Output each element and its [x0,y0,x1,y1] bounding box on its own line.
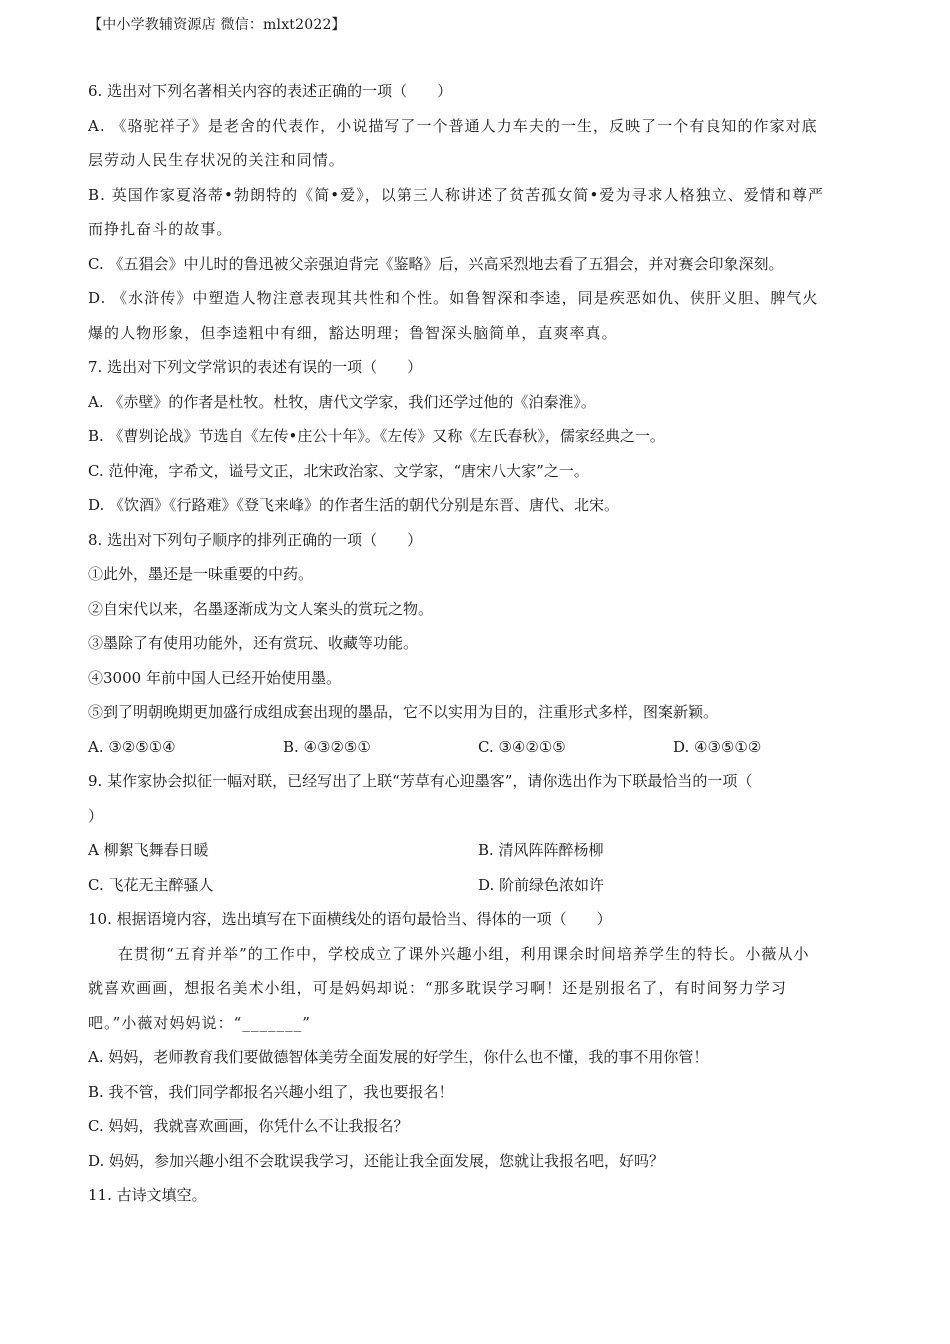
page-header-source: 【中小学教辅资源店 微信：mlxt2022】 [88,17,346,33]
question-8-option-c: C. ③④②①⑤ [478,737,566,756]
question-8-stem: 8. 选出对下列句子顺序的排列正确的一项（ ） [88,530,423,549]
question-8-option-a: A. ③②⑤①④ [88,737,176,756]
question-6-option-a-cont: 层劳动人民生存状况的关注和同情。 [88,151,345,169]
question-10-passage-line-2: 就喜欢画画，想报名美术小组，可是妈妈却说：“那多耽误学习啊！还是别报名了，有时间努力学习 [88,979,787,997]
question-9-option-b: B. 清风阵阵醉杨柳 [478,841,604,859]
question-10-option-d: D. 妈妈，参加兴趣小组不会耽误我学习，还能让我全面发展，您就让我报名吧，好吗？ [88,1151,665,1170]
question-6-option-c: C. 《五猖会》中儿时的鲁迅被父亲强迫背完《鉴略》后，兴高采烈地去看了五猖会，并对赛会印象深刻。 [88,254,784,273]
question-7-option-c: C. 范仲淹，字希文，谥号文正，北宋政治家、文学家，“唐宋八大家”之一。 [88,461,589,480]
question-7-stem: 7. 选出对下列文学常识的表述有误的一项（ ） [88,358,423,376]
question-9-options-row-1 [88,833,868,868]
question-10-stem: 10. 根据语境内容，选出填写在下面横线处的语句最恰当、得体的一项（ ） [88,910,612,928]
question-9-option-a: A 柳絮飞舞春日暖 [88,841,209,859]
question-6-option-a: A. 《骆驼祥子》是老舍的代表作，小说描写了一个普通人力车夫的一生，反映了一个有良知的作家对底 [88,116,818,135]
question-7-option-a: A. 《赤壁》的作者是杜牧。杜牧，唐代文学家，我们还学过他的《泊秦淮》。 [88,392,596,411]
question-8-options [88,730,868,765]
question-10-option-a: A. 妈妈，老师教育我们要做德智体美劳全面发展的好学生，你什么也不懂，我的事不用你管！ [88,1048,709,1066]
question-9-option-d: D. 阶前绿色浓如许 [478,875,605,894]
question-10-passage-line-3: 吧。”小薇对妈妈说：“_______” [88,1013,311,1032]
question-7-option-d: D. 《饮酒》《行路难》《登飞来峰》的作者生活的朝代分别是东晋、唐代、北宋。 [88,496,620,514]
question-8-sentence-2: ②自宋代以来，名墨逐渐成为文人案头的赏玩之物。 [88,599,434,618]
document-content [88,74,868,1213]
question-8-sentence-5: ⑤到了明朝晚期更加盛行成组成套出现的墨品，它不以实用为目的，注重形式多样，图案新颖。 [88,703,719,721]
question-9-stem-end: ） [88,806,104,825]
question-9-option-c: C. 飞花无主醉骚人 [88,875,214,894]
question-11-stem: 11. 古诗文填空。 [88,1186,207,1204]
question-6-option-b-cont: 而挣扎奋斗的故事。 [88,220,233,238]
question-10-option-b: B. 我不管，我们同学都报名兴趣小组了，我也要报名！ [88,1082,454,1101]
question-10-passage-line-1: 在贯彻“五育并举”的工作中，学校成立了课外兴趣小组，利用课余时间培养学生的特长。小薇从小 [118,944,810,963]
question-6-option-d: D. 《水浒传》中塑造人物注意表现其共性和个性。如鲁智深和李逵，同是疾恶如仇、侠肝义胆、脾气火 [88,289,819,307]
question-7-option-b: B. 《曹刿论战》节选自《左传•庄公十年》。《左传》又称《左氏春秋》，儒家经典之一。 [88,427,665,445]
question-10-option-c: C. 妈妈，我就喜欢画画，你凭什么不让我报名？ [88,1117,409,1135]
question-8-option-d: D. ④③⑤①② [673,737,762,756]
question-6-option-d-cont: 爆的人物形象，但李逵粗中有细，豁达明理；鲁智深头脑简单，直爽率真。 [88,323,618,342]
question-6-option-b: B. 英国作家夏洛蒂•勃朗特的《简•爱》，以第三人称讲述了贫苦孤女简•爱为寻求人格独立、爱情和尊严 [88,185,825,204]
question-8-sentence-3: ③墨除了有使用功能外，还有赏玩、收藏等功能。 [88,634,419,652]
question-6-stem: 6. 选出对下列名著相关内容的表述正确的一项（ ） [88,82,453,100]
question-8-sentence-1: ①此外，墨还是一味重要的中药。 [88,565,314,583]
question-9-options-row-2 [88,868,868,903]
question-9-stem: 9. 某作家协会拟征一幅对联，已经写出了上联“芳草有心迎墨客”，请你选出作为下联最恰当的一项（ [88,772,753,790]
question-8-option-b: B. ④③②⑤① [283,737,371,756]
question-8-sentence-4: ④3000 年前中国人已经开始使用墨。 [88,668,341,687]
